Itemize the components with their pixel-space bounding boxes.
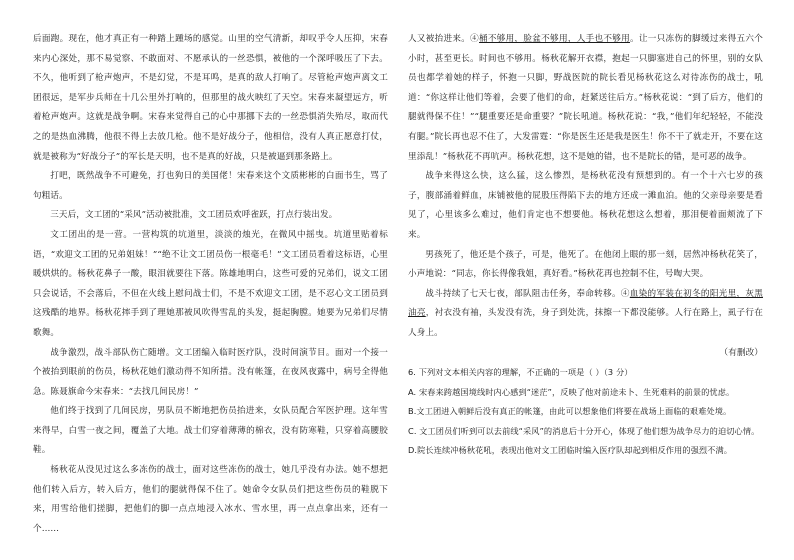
text-segment: 战争来得这么快，这么猛，这么惨烈，是杨秋花没有预想到的。有一个十六七岁的孩子，腹部涌着鲜血，床铺被他的屁股压得陷下去的地方还成一滩血泊。他的父亲母亲要是看见了，心里该多么难过，他们肯定也不想要他。杨秋花想这么想着，那泪便着面颊流了下来。: [408, 171, 763, 240]
left-paragraph-5: 战争激烈，战斗部队伤亡随增。文工团编入临时医疗队，没时间演节目。面对一个接一个被抬到眼前的伤员，杨秋花她们激动得不知所措。没有帐篷，在夜风夜露中，病号全得他急。陈聂旗命今宋春来：“去找几间民房！”: [33, 347, 388, 397]
right-paragraph-1: [408, 30, 763, 167]
source-note: （有删改）: [719, 347, 763, 358]
text-segment: 人又被抬进来。④: [408, 34, 480, 44]
question-option-d: D.院长连续冲杨秋花吼，表现出他对文工团临时编入医疗队却起到相反作用的强烈不满。: [408, 445, 733, 456]
question-option-b: B.文工团进入朝鲜后没有真正的帐篷，由此可以想象他们将要在战场上面临的艰难处境。: [408, 406, 732, 417]
right-paragraph-3: [408, 246, 763, 285]
text-segment: 。让一只冻伤的脚缓过来得五六个小时，甚至更长。时间也不够用。杨秋花解开衣襟，抱起一只脚塞进自己的怀里，别的女队员也都学着她的样子，怀抱一只脚，野战医院的院长看见杨秋花这么对待冻伤的战士，吼道：“你这样让他们等着，会要了他们的命，赶紧送往后方。”杨秋花说：“到了后方，他们的腿就得保不住！”“腿重要还是命重要？”院长吼道。杨秋花说：“我，”他们年纪轻轻，不能没有腿。”院长再也忍不住了，大发雷霆：“你是医生还是我是医生！你不干了就走开，不要在这里添乱！”杨秋花不再吭声。杨秋花想，这不是她的错，也不是院长的错，是可恶的战争。: [408, 34, 763, 162]
left-paragraph-6: 他们终于找到了几间民房，男队员不断地把伤员抬进来，女队员配合军医护理。这年雪来得早，白雪一夜之间，覆盖了大地。战士们穿着薄薄的棉衣，没有防寒鞋，只穿着高腰胶鞋。: [33, 406, 388, 456]
left-paragraph-1: 后面跑。现在，他才真正有一种踏上踵场的感觉。山里的空气清新，却叹乎令人压抑，宋春来内心深处，那不易觉察、不敢面对、不愿承认的一丝恐惧，被他的一个深呼吸压了下去。不久，他听到了枪声炮声，不是幻觉，不是耳鸣，是真的敌人打响了。尽管枪声炮声离文工团很远，是军步兵师在十几公里外打响的，但那里的战火映红了天空。宋春来凝望远方，听着枪声炮声。这就是战争啊。宋春来觉得自己的心中那挪下去的一丝恐惧消失殆尽，取而代之的是热血沸腾，他很不得上去放几枪。他不是好战分子，他相信，没有人真正愿意打仗，就是被称为“好战分子”的军长是天明，也不是真的好战，只是被逼到那条路上。: [33, 34, 388, 162]
right-column: [408, 30, 763, 461]
right-paragraph-2: [408, 167, 763, 245]
text-segment: 男孩死了，他还是个孩子，可是，他死了。在他闭上眼的那一刻，居然冲杨秋花笑了，小声地说：“同志，你长得像我姐，真好看。”杨秋花再也控制不住，号啕大哭。: [408, 249, 763, 280]
question-option-c: C. 文工团员们听到可以去前线“采风”的消息后十分开心，体现了他们想为战争尽力的迫切心情。: [408, 425, 760, 436]
text-segment: ，衬衣没有袖，头发没有洗，身子到处洗，抹擦一下都没能够。人行在路上，虱子行在人身上。: [408, 308, 763, 338]
underlined-sentence: 血染的军装在初冬的阳光里，灰黑油亮: [408, 288, 763, 319]
left-paragraph-2: 打吧，既然战争不可避免，打也狗日的美国佬！宋春来这个文质彬彬的白面书生，骂了句粗话。: [33, 171, 388, 201]
left-paragraph-4: 文工团出的是一营。一营构筑的坑道里，淡淡的烛光，在微风中摇曳。坑道里贴着标语，“欢迎文工团的兄弟姐妹！”“绝不让文工团员伤一根毫毛！”文工团员看着这标语，心里暖烘烘的。杨秋花鼻子一酸，眼泪就要往下落。陈雄地明白，这些可爱的兄弟们，说文工团只会说话，不会落后，不但在火线上慰问战士们，不是不欢迎文工团，是不忍心文工团员到这残酷的地界。杨秋花摔手到了理她那被风吹得雪乱的头发，挺起胸膛。她要为兄弟们尽情歌舞。: [33, 229, 388, 338]
left-paragraph-7: 杨秋花从没见过这么多冻伤的战士，面对这些冻伤的战士，她几乎没有办法。她不想把他们转入后方，转入后方，他们的腿就得保不住了。她命令女队员们把这些伤员的鞋脱下来，用雪给他们搓脚，把他们的脚一点点地浸入冰水、雪水里，再一点点拿出来，还有一个……: [33, 465, 388, 534]
left-paragraph-3: 三天后，文工团的“采风”活动被批准，文工团员欢呼雀跃，打点行装出发。: [50, 210, 338, 221]
text-segment: 战斗持续了七天七夜，部队阻击任务，奉命转移。④: [425, 288, 630, 299]
question-stem: 6. 下列对文本相关内容的理解，不正确的一项是（ ）（3 分）: [408, 367, 633, 378]
underlined-sentence: 桶不够用，脸盆不够用，人手也不够用: [479, 34, 630, 44]
left-column: [33, 30, 388, 539]
right-paragraph-4: [408, 285, 763, 344]
question-option-a: A. 宋春来跨越国境线时内心感到“迷茫”，反映了他对前途未卜、生死难料的前景的忧虑。: [408, 386, 735, 397]
